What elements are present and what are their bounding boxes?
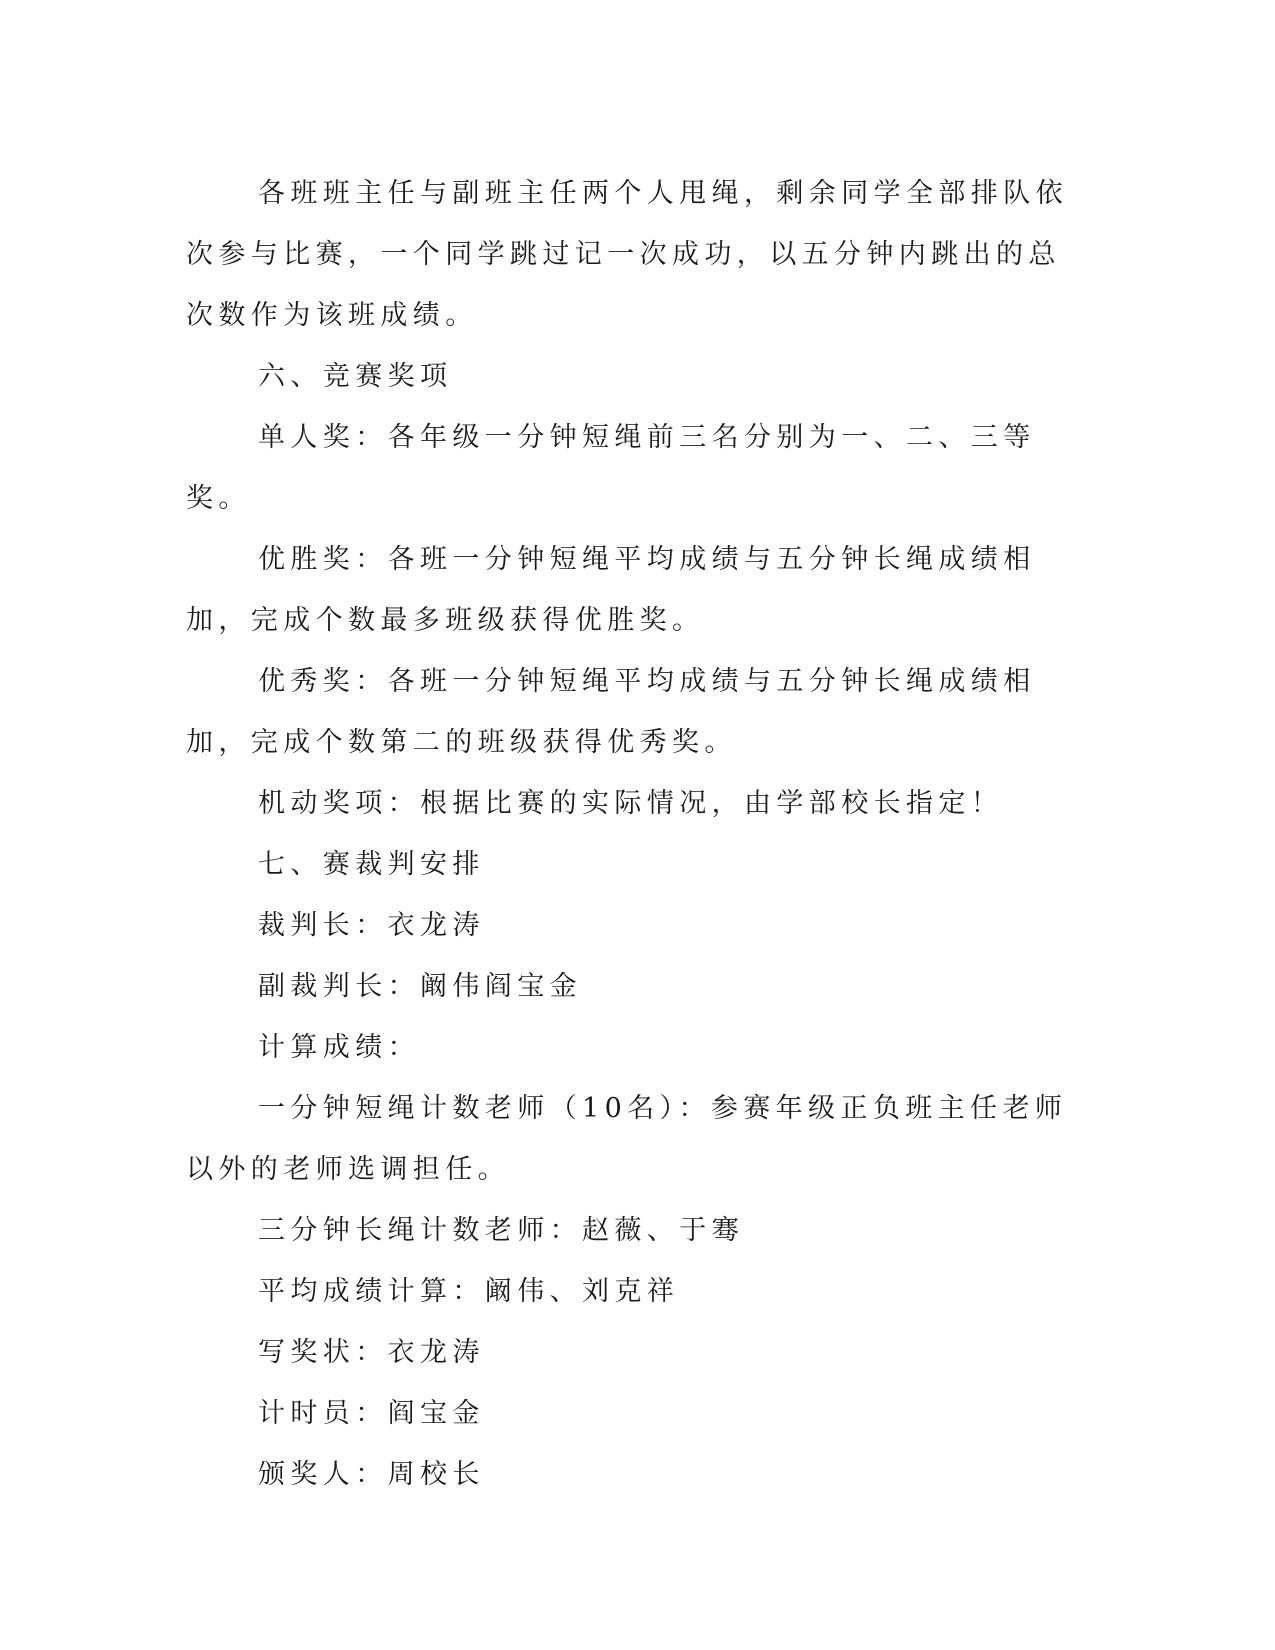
paragraph-long-rope-rules: 各班班主任与副班主任两个人甩绳，剩余同学全部排队依次参与比赛，一个同学跳过记一次成功，以五分钟内跳出的总次数作为该班成绩。 xyxy=(186,178,1068,331)
paragraph-certificate-writer: 写奖状：衣龙涛 xyxy=(258,1337,485,1368)
paragraph-head-referee: 裁判长：衣龙涛 xyxy=(258,910,485,941)
paragraph-excellence-award: 优秀奖：各班一分钟短绳平均成绩与五分钟长绳成绩相加，完成个数第二的班级获得优秀奖。 xyxy=(186,666,1036,758)
section-heading-awards: 六、竞赛奖项 xyxy=(258,361,453,392)
paragraph-deputy-referee: 副裁判长：阚伟阎宝金 xyxy=(258,971,582,1002)
paragraph-long-rope-counters: 三分钟长绳计数老师：赵薇、于骞 xyxy=(258,1215,744,1246)
paragraph-timekeeper: 计时员：阎宝金 xyxy=(258,1398,485,1429)
paragraph-individual-award: 单人奖：各年级一分钟短绳前三名分别为一、二、三等奖。 xyxy=(186,422,1036,514)
paragraph-presenter: 颁奖人：周校长 xyxy=(258,1459,485,1490)
document-body xyxy=(186,163,1078,1505)
paragraph-score-calculation: 计算成绩： xyxy=(258,1032,420,1063)
paragraph-short-rope-counters: 一分钟短绳计数老师（10名）：参赛年级正负班主任老师以外的老师选调担任。 xyxy=(186,1093,1068,1185)
section-heading-referees: 七、赛裁判安排 xyxy=(258,849,485,880)
paragraph-discretionary-award: 机动奖项：根据比赛的实际情况，由学部校长指定！ xyxy=(258,788,1004,819)
paragraph-average-score: 平均成绩计算：阚伟、刘克祥 xyxy=(258,1276,680,1307)
paragraph-winner-award: 优胜奖：各班一分钟短绳平均成绩与五分钟长绳成绩相加，完成个数最多班级获得优胜奖。 xyxy=(186,544,1036,636)
